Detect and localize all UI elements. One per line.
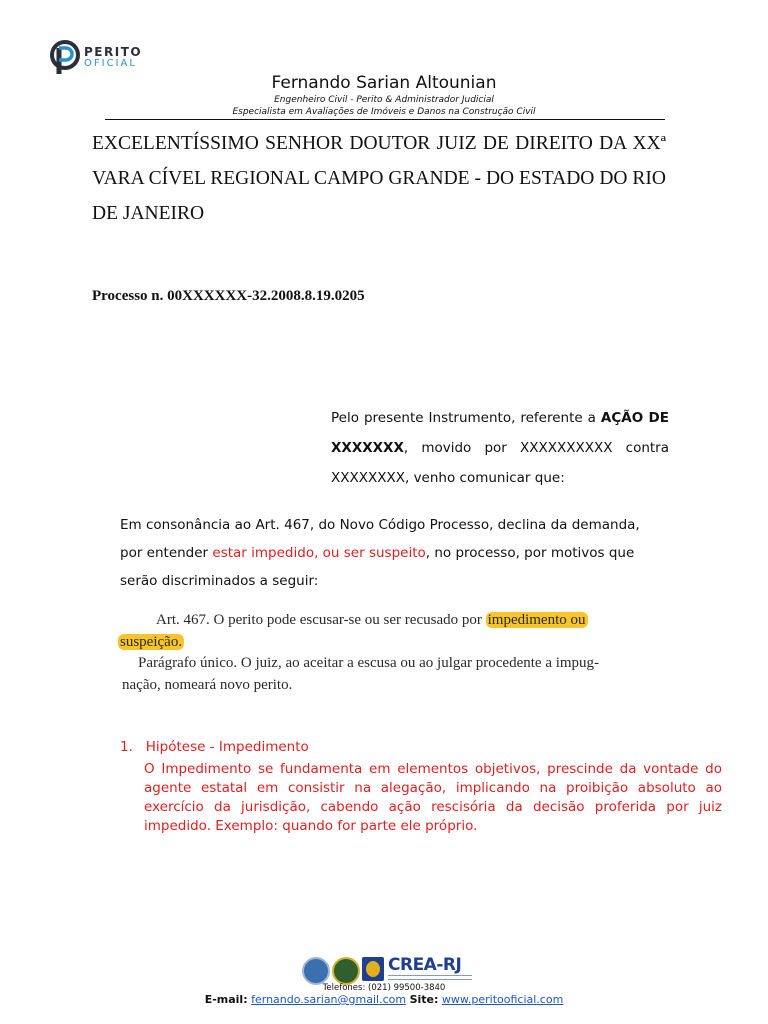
process-number: Processo n. 00XXXXXX-32.2008.8.19.0205: [92, 288, 365, 304]
addressee: EXCELENTÍSSIMO SENHOR DOUTOR JUIZ DE DIREITO DA XXª VARA CÍVEL REGIONAL CAMPO GRANDE - DO ESTADO DO RIO DE JANEIRO: [92, 133, 666, 224]
footer-logos: [302, 955, 474, 985]
seal-icon: [302, 957, 330, 985]
letterhead-specialty: Especialista em Avaliações de Imóveis e Danos na Construção Civil: [232, 107, 536, 117]
perito-logo-icon: [50, 40, 80, 76]
body-paragraph: [120, 511, 660, 595]
quote-line-4: nação, nomeará novo perito.: [122, 676, 293, 693]
law-excerpt: [118, 610, 658, 706]
quote-line-1: [118, 610, 658, 632]
logo-brand: PERITO: [84, 45, 143, 59]
list-item-number: 1.: [120, 739, 133, 755]
footer-contact: [0, 993, 768, 1006]
intro-paragraph: [331, 403, 669, 493]
letterhead-title: Engenheiro Civil - Perito & Administrador Judicial: [274, 95, 494, 105]
quote-line-2: [118, 632, 658, 654]
quote-highlight-1: impedimento ou: [487, 612, 586, 628]
quote-crop-edge: [118, 696, 658, 706]
badge-icon: [332, 957, 360, 985]
letterhead-divider: [105, 119, 665, 120]
body-pre: Em consonância ao Art. 467, do Novo Código Processo, declina da demanda, por entender: [120, 517, 640, 561]
crea-emblem-icon: [362, 957, 384, 981]
body-red-phrase: estar impedido, ou ser suspeito: [212, 545, 426, 561]
footer-phone: Telefones: (021) 99500-3840: [322, 983, 446, 993]
quote-highlight-2: suspeição.: [120, 633, 183, 650]
list-item-heading: Hipótese - Impedimento: [145, 739, 309, 755]
site-label: Site:: [409, 993, 439, 1006]
quote-line-1-text: Art. 467. O perito pode escusar-se ou ser recusado por: [156, 612, 486, 628]
list-item-text: O Impedimento se fundamenta em elementos objetivos, prescinde da vontade do agente estatal em consistir na alegação, implicando na proibição absoluto ao exercício da jurisdição, cabendo ação rescisória da decisão proferida por juiz impedido. Exemplo: quando for parte ele próprio.: [144, 761, 722, 834]
intro-action: AÇÃO DE XXXXXXX: [331, 410, 669, 456]
logo-sub: OFICIAL: [84, 58, 137, 69]
email-label: E-mail:: [204, 993, 248, 1006]
letterhead-name: Fernando Sarian Altounian: [271, 73, 497, 93]
site-link[interactable]: www.peritooficial.com: [441, 993, 564, 1006]
crea-subtext-lines: [388, 975, 472, 980]
quote-line-3: Parágrafo único. O juiz, ao aceitar a escusa ou ao julgar procedente a impug-: [138, 655, 600, 671]
list-item-title: [120, 739, 309, 755]
intro-pre: Pelo presente Instrumento, referente a: [331, 410, 601, 426]
crea-logo-text: CREA-RJ: [388, 955, 462, 975]
email-link[interactable]: fernando.sarian@gmail.com: [251, 993, 407, 1006]
intro-post: , movido por XXXXXXXXXX contra XXXXXXXX, venho comunicar que:: [331, 440, 669, 486]
body-post: , no processo, por motivos que serão discriminados a seguir:: [120, 545, 635, 589]
perito-oficial-logo: [50, 40, 160, 76]
